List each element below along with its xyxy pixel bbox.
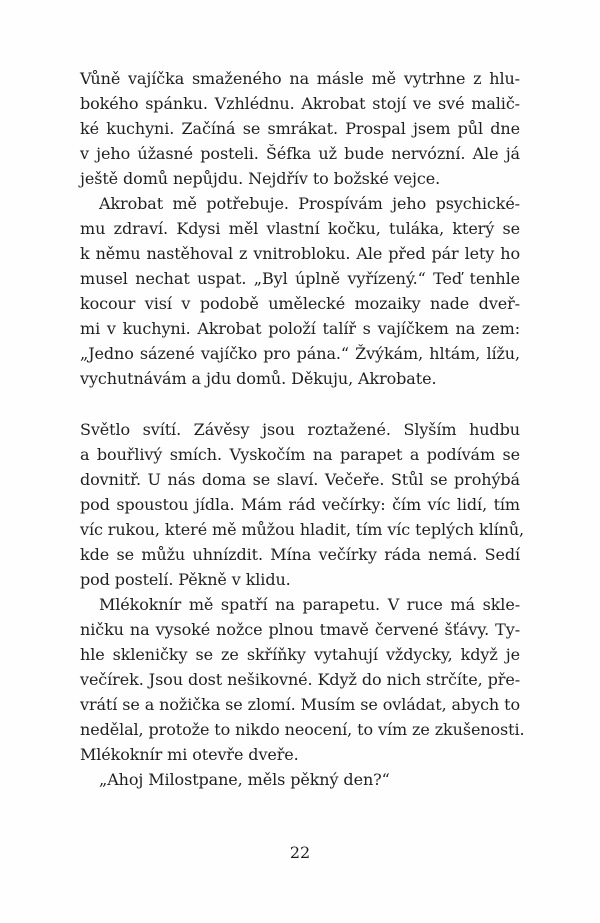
text-line: k němu nastěhoval z vnitrobloku. Ale před pár lety ho [80, 244, 520, 263]
text-line: mi v kuchyni. Akrobat položí talíř s vajíčkem na zem: [80, 319, 520, 338]
text-line: Světlo svítí. Závěsy jsou roztažené. Slyším hudbu [80, 420, 520, 439]
text-line: vychutnávám a jdu domů. Děkuju, Akrobate. [80, 369, 437, 388]
text-line: Vůně vajíčka smaženého na másle mě vytrhne z hlu- [80, 69, 520, 88]
text-line: pod spoustou jídla. Mám rád večírky: čím víc lidí, tím [80, 495, 520, 514]
text-line: „Ahoj Milostpane, měls pěkný den?“ [99, 770, 390, 789]
paragraph-4 [80, 592, 525, 767]
text-line: večírek. Jsou dost nešikovné. Když do nich strčíte, pře- [80, 670, 520, 689]
text-line: pod postelí. Pěkně v klidu. [80, 570, 291, 589]
text-line: dovnitř. U nás doma se slaví. Večeře. Stůl se prohýbá [80, 470, 520, 489]
text-line: v jeho úžasné posteli. Šéfka už bude nervózní. Ale já [80, 144, 520, 163]
text-line: hle skleničky se ze skříňky vytahují vždycky, když je [80, 645, 520, 664]
text-line: kde se můžu uhnízdit. Mína večírky ráda nemá. Sedí [80, 545, 520, 564]
text-line: Akrobat mě potřebuje. Prospívám jeho psychické- [99, 194, 520, 213]
text-line: mu zdraví. Kdysi měl vlastní kočku, tuláka, který se [80, 219, 520, 238]
text-line: musel nechat uspat. „Byl úplně vyřízený.“ Teď tenhle [80, 269, 520, 288]
text-line: kocour visí v podobě umělecké mozaiky nade dveř- [80, 294, 520, 313]
text-line: nedělal, protože to nikdo neocení, to vím ze zkušenosti. [80, 720, 525, 739]
page-number: 22 [289, 843, 311, 862]
text-line: ničku na vysoké nožce plnou tmavě červené šťávy. Ty- [80, 620, 520, 639]
text-line: bokého spánku. Vzhlédnu. Akrobat stojí ve své malič- [80, 94, 520, 113]
paragraph-2 [80, 191, 520, 391]
text-line: vrátí se a nožička se zlomí. Musím se ovládat, abych to [80, 695, 520, 714]
text-line: ké kuchyni. Začíná se smrákat. Prospal jsem půl dne [80, 119, 520, 138]
paragraph-1 [80, 66, 520, 191]
text-line: víc rukou, které mě můžou hladit, tím víc teplých klínů, [80, 520, 525, 539]
text-line: „Jedno sázené vajíčko pro pána.“ Žvýkám, hltám, lížu, [80, 344, 520, 363]
text-line: Mlékoknír mi otevře dveře. [80, 745, 299, 764]
paragraph-3 [80, 417, 525, 592]
text-line: a bouřlivý smích. Vyskočím na parapet a podívám se [80, 445, 520, 464]
text-line: ještě domů nepůjdu. Nejdřív to božské vejce. [80, 169, 441, 188]
paragraph-5 [80, 767, 520, 792]
text-line: Mlékoknír mě spatří na parapetu. V ruce má skle- [99, 595, 520, 614]
